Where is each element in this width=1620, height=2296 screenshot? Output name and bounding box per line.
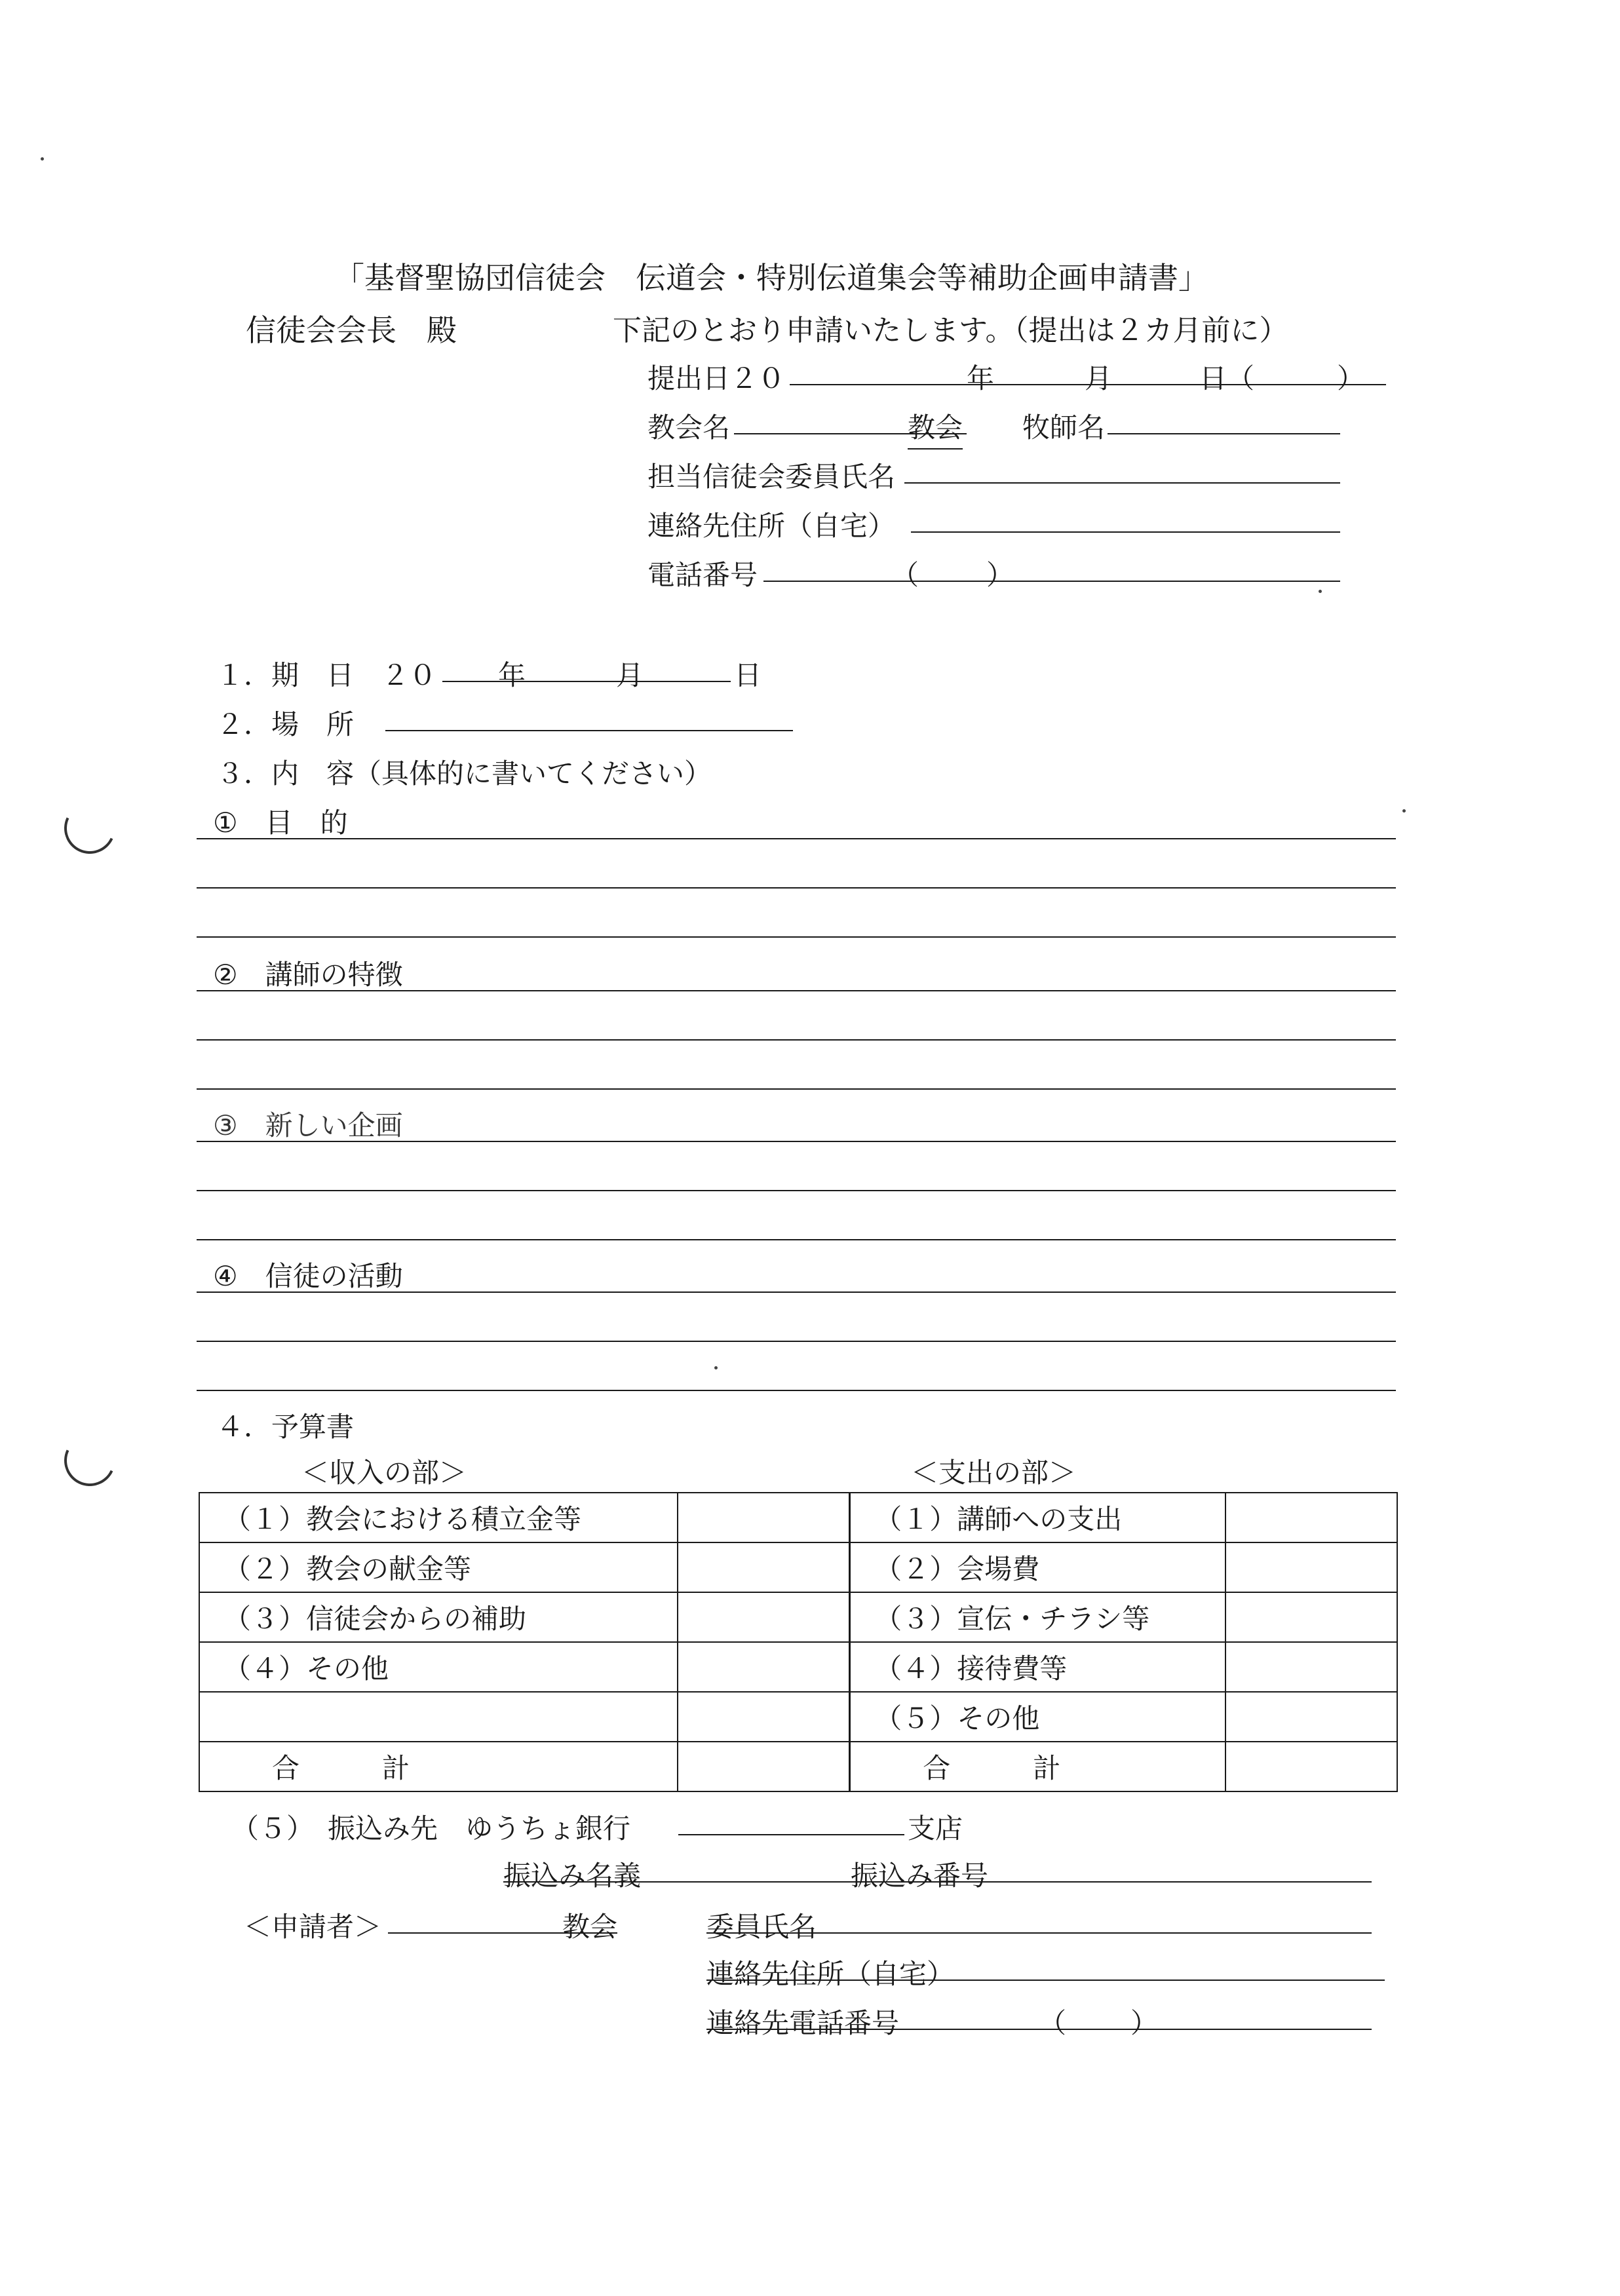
income-amount-cell[interactable] xyxy=(678,1692,850,1742)
form-title: 「基督聖協団信徒会 伝道会・特別伝道集会等補助企画申請書」 xyxy=(334,260,1208,296)
day-label: 日（ xyxy=(1199,362,1255,394)
transfer-label: （５） 振込み先 ゆうちょ銀行 xyxy=(231,1812,631,1845)
expense-total-cell[interactable] xyxy=(1225,1742,1397,1791)
expense-item: （１）講師への支出 xyxy=(850,1493,1225,1542)
place-field[interactable] xyxy=(385,730,793,731)
income-total-cell[interactable] xyxy=(678,1742,850,1791)
transfer-branch-field[interactable] xyxy=(678,1834,904,1835)
speaker-line[interactable] xyxy=(197,990,1396,991)
budget-table xyxy=(199,1492,1398,1792)
income-item: （１）教会における積立金等 xyxy=(199,1493,678,1542)
event-date-label: １．期 日 ２０ xyxy=(216,659,437,691)
applicant-address-label: 連絡先住所（自宅） xyxy=(706,1958,955,1990)
income-amount-cell[interactable] xyxy=(678,1642,850,1692)
income-amount-cell[interactable] xyxy=(678,1592,850,1642)
expense-total-label: 合 計 xyxy=(850,1742,1225,1791)
church-name-label: 教会名 xyxy=(647,411,731,444)
expense-item: （３）宣伝・チラシ等 xyxy=(850,1592,1225,1642)
activity-line[interactable] xyxy=(197,1292,1396,1293)
scan-speck xyxy=(41,157,44,161)
address-field[interactable] xyxy=(911,531,1340,533)
month-label: 月 xyxy=(1085,362,1113,394)
event-day-label: 日 xyxy=(734,659,762,691)
new-plan-line[interactable] xyxy=(197,1141,1396,1142)
punch-hole-mark xyxy=(57,1428,123,1493)
expense-amount-cell[interactable] xyxy=(1225,1592,1397,1642)
new-plan-label: ③ 新しい企画 xyxy=(213,1109,403,1141)
purpose-line[interactable] xyxy=(197,838,1396,839)
applicant-label: ＜申請者＞ xyxy=(244,1911,382,1943)
event-month-label: 月 xyxy=(616,659,644,691)
income-header: ＜収入の部＞ xyxy=(301,1457,467,1489)
expense-amount-cell[interactable] xyxy=(1225,1642,1397,1692)
scan-speck xyxy=(1319,590,1322,593)
applicant-member-label: 委員氏名 xyxy=(706,1911,817,1943)
transfer-branch-label: 支店 xyxy=(908,1812,963,1845)
submission-date-label: 提出日２０ xyxy=(647,362,786,394)
income-amount-cell[interactable] xyxy=(678,1493,850,1542)
phone-close-paren: ） xyxy=(986,559,1014,591)
phone-label: 電話番号 xyxy=(647,559,758,591)
income-item: （４）その他 xyxy=(199,1642,678,1692)
expense-header: ＜支出の部＞ xyxy=(911,1457,1077,1489)
applicant-member-field[interactable] xyxy=(706,1932,1372,1934)
income-item: （２）教会の献金等 xyxy=(199,1542,678,1592)
year-label: 年 xyxy=(967,362,995,394)
expense-item: （５）その他 xyxy=(850,1692,1225,1742)
budget-label: ４．予算書 xyxy=(216,1411,355,1443)
speaker-line[interactable] xyxy=(197,1088,1396,1090)
activity-line[interactable] xyxy=(197,1341,1396,1342)
pastor-name-label: 牧師名 xyxy=(1022,411,1106,444)
income-item: （３）信徒会からの補助 xyxy=(199,1592,678,1642)
church-suffix: 教会 xyxy=(908,406,963,450)
applicant-church-suffix: 教会 xyxy=(562,1911,618,1943)
expense-amount-cell[interactable] xyxy=(1225,1493,1397,1542)
day-close-paren: ） xyxy=(1337,362,1365,394)
pastor-name-field[interactable] xyxy=(1108,433,1340,434)
applicant-phone-close-paren: ） xyxy=(1130,2007,1159,2039)
income-amount-cell[interactable] xyxy=(678,1542,850,1592)
applicant-phone-label: 連絡先電話番号 xyxy=(706,2007,900,2039)
scan-speck xyxy=(1402,809,1406,813)
request-note: 下記のとおり申請いたします。（提出は２カ月前に） xyxy=(613,314,1288,347)
activity-label: ④ 信徒の活動 xyxy=(213,1260,403,1292)
purpose-line[interactable] xyxy=(197,887,1396,889)
purpose-label: ① 目 的 xyxy=(213,807,348,839)
budget-row xyxy=(199,1692,1397,1742)
applicant-phone-open-paren: （ xyxy=(1039,2007,1067,2039)
activity-line[interactable] xyxy=(197,1390,1396,1391)
applicant-address-field[interactable] xyxy=(706,1980,1385,1981)
place-label: ２．場 所 xyxy=(216,708,355,740)
phone-field[interactable] xyxy=(763,581,1340,582)
purpose-line[interactable] xyxy=(197,936,1396,938)
budget-row xyxy=(199,1493,1397,1542)
phone-open-paren: （ xyxy=(891,559,919,591)
address-label: 連絡先住所（自宅） xyxy=(647,510,896,542)
applicant-phone-field[interactable] xyxy=(706,2029,1372,2030)
transfer-number-label: 振込み番号 xyxy=(851,1860,989,1892)
scan-speck xyxy=(714,1366,718,1369)
budget-row xyxy=(199,1592,1397,1642)
expense-item: （４）接待費等 xyxy=(850,1642,1225,1692)
new-plan-line[interactable] xyxy=(197,1190,1396,1191)
transfer-name-label: 振込み名義 xyxy=(503,1860,642,1892)
transfer-name-number-field[interactable] xyxy=(503,1881,1372,1883)
expense-amount-cell[interactable] xyxy=(1225,1542,1397,1592)
speaker-label: ② 講師の特徴 xyxy=(213,959,403,991)
event-date-field[interactable] xyxy=(442,681,731,682)
member-name-field[interactable] xyxy=(904,482,1340,484)
speaker-line[interactable] xyxy=(197,1039,1396,1041)
expense-item: （２）会場費 xyxy=(850,1542,1225,1592)
event-year-label: 年 xyxy=(498,659,526,691)
budget-row xyxy=(199,1642,1397,1692)
content-label: ３．内 容（具体的に書いてください） xyxy=(216,757,712,790)
punch-hole-mark xyxy=(57,795,123,861)
income-total-label: 合 計 xyxy=(199,1742,678,1791)
income-item xyxy=(199,1692,678,1742)
budget-row xyxy=(199,1542,1397,1592)
expense-amount-cell[interactable] xyxy=(1225,1692,1397,1742)
addressee: 信徒会会長 殿 xyxy=(246,313,457,348)
new-plan-line[interactable] xyxy=(197,1239,1396,1240)
member-name-label: 担当信徒会委員氏名 xyxy=(647,461,896,493)
budget-total-row xyxy=(199,1742,1397,1791)
